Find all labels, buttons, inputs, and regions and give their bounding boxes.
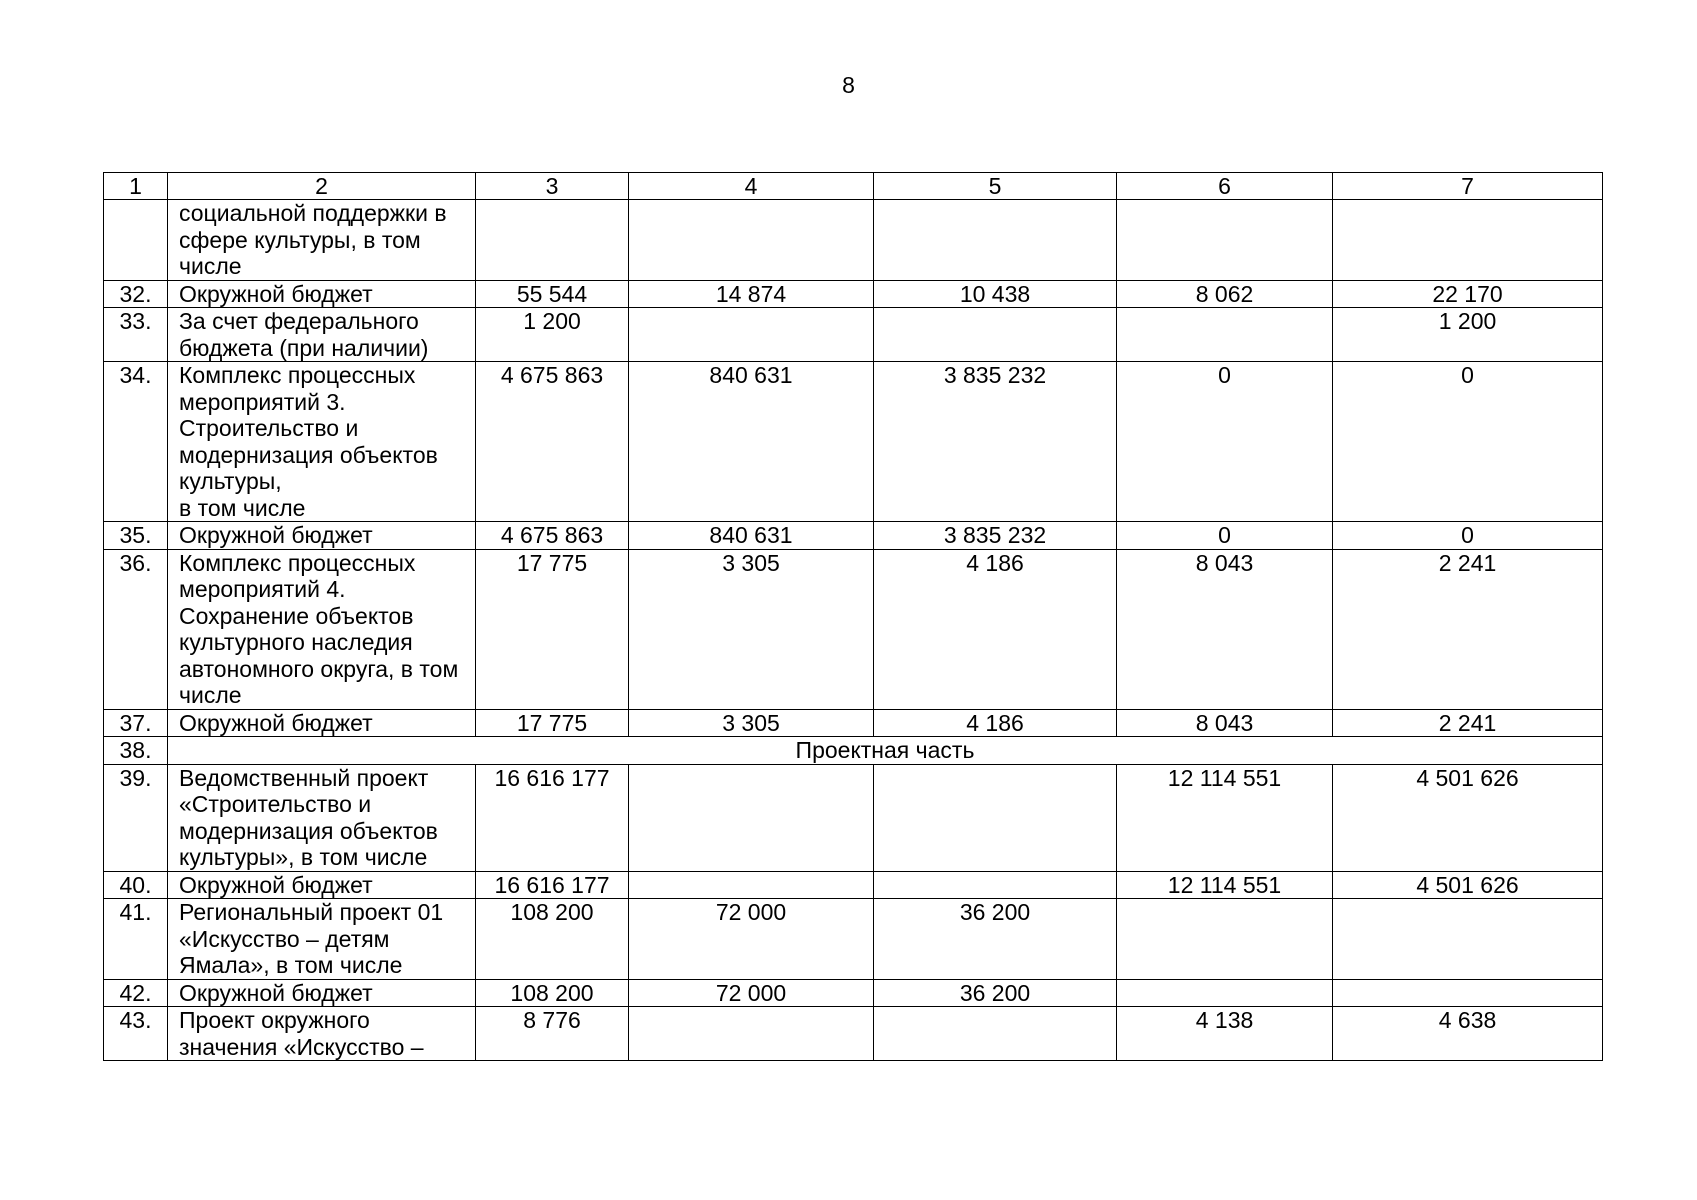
row-name: социальной поддержки в сфере культуры, в том числе [168,200,476,281]
row-value [476,200,629,281]
row-value: 3 305 [629,549,874,709]
row-value: 14 874 [629,280,874,308]
row-value: 0 [1333,522,1603,550]
row-number: 41. [104,899,168,980]
row-value: 4 138 [1117,1007,1333,1061]
row-value: 840 631 [629,522,874,550]
row-value: 17 775 [476,549,629,709]
row-name: Окружной бюджет [168,522,476,550]
row-number: 38. [104,737,168,765]
row-value: 16 616 177 [476,764,629,871]
row-number: 35. [104,522,168,550]
row-value [874,1007,1117,1061]
row-name: Окружной бюджет [168,709,476,737]
row-value [1333,200,1603,281]
row-value: 4 186 [874,549,1117,709]
row-value: 4 501 626 [1333,764,1603,871]
row-value: 22 170 [1333,280,1603,308]
row-value: 16 616 177 [476,871,629,899]
column-header: 3 [476,173,629,200]
column-header: 6 [1117,173,1333,200]
row-value [1117,899,1333,980]
row-name: Проект окружного значения «Искусство – [168,1007,476,1061]
table-row [104,709,1603,737]
row-value: 12 114 551 [1117,871,1333,899]
row-value [629,871,874,899]
row-value: 0 [1117,362,1333,522]
budget-table [103,172,1603,1061]
row-number: 40. [104,871,168,899]
row-value [1333,899,1603,980]
table-row [104,979,1603,1007]
table-row [104,899,1603,980]
row-number: 34. [104,362,168,522]
row-value: 8 062 [1117,280,1333,308]
row-value: 17 775 [476,709,629,737]
column-header: 2 [168,173,476,200]
row-value: 4 501 626 [1333,871,1603,899]
row-number: 37. [104,709,168,737]
table-row [104,522,1603,550]
row-value: 4 675 863 [476,362,629,522]
row-number: 43. [104,1007,168,1061]
row-name: Комплекс процессных мероприятий 4. Сохранение объектов культурного наследия автономного округа, в том числе [168,549,476,709]
table-row [104,362,1603,522]
row-value [629,308,874,362]
row-value: 36 200 [874,979,1117,1007]
column-header: 1 [104,173,168,200]
row-value: 8 776 [476,1007,629,1061]
page-number: 8 [842,72,855,98]
section-title: Проектная часть [168,737,1603,765]
row-name: Региональный проект 01 «Искусство – детям Ямала», в том числе [168,899,476,980]
row-value: 3 835 232 [874,522,1117,550]
row-value: 840 631 [629,362,874,522]
table-section-row [104,737,1603,765]
row-name: Ведомственный проект «Строительство и модернизация объектов культуры», в том числе [168,764,476,871]
row-name: Окружной бюджет [168,871,476,899]
row-value: 8 043 [1117,709,1333,737]
row-number: 36. [104,549,168,709]
row-value [629,200,874,281]
row-value: 4 186 [874,709,1117,737]
table-row [104,308,1603,362]
table-header-row [104,173,1603,200]
row-value [1117,308,1333,362]
row-value [874,308,1117,362]
row-value: 10 438 [874,280,1117,308]
row-value: 1 200 [476,308,629,362]
row-value: 108 200 [476,979,629,1007]
row-name: Комплекс процессных мероприятий 3. Строительство и модернизация объектов культуры, в том числе [168,362,476,522]
row-value [629,1007,874,1061]
row-number: 33. [104,308,168,362]
row-value: 55 544 [476,280,629,308]
row-value [1117,200,1333,281]
row-name: Окружной бюджет [168,979,476,1007]
row-value: 4 675 863 [476,522,629,550]
row-value [1333,979,1603,1007]
row-value: 3 835 232 [874,362,1117,522]
column-header: 7 [1333,173,1603,200]
row-value [874,200,1117,281]
row-value [629,764,874,871]
row-name: Окружной бюджет [168,280,476,308]
row-value [1117,979,1333,1007]
row-name: За счет федерального бюджета (при наличии) [168,308,476,362]
row-value [874,764,1117,871]
table-row [104,280,1603,308]
row-value: 2 241 [1333,549,1603,709]
row-number [104,200,168,281]
table-row [104,871,1603,899]
row-value: 36 200 [874,899,1117,980]
row-value: 108 200 [476,899,629,980]
table-row [104,549,1603,709]
row-number: 39. [104,764,168,871]
row-value: 0 [1333,362,1603,522]
row-value: 3 305 [629,709,874,737]
row-value: 4 638 [1333,1007,1603,1061]
column-header: 4 [629,173,874,200]
row-value: 12 114 551 [1117,764,1333,871]
row-value: 1 200 [1333,308,1603,362]
row-value [874,871,1117,899]
row-number: 32. [104,280,168,308]
row-value: 8 043 [1117,549,1333,709]
row-value: 2 241 [1333,709,1603,737]
table-row [104,200,1603,281]
column-header: 5 [874,173,1117,200]
row-value: 72 000 [629,899,874,980]
table-row [104,1007,1603,1061]
row-value: 72 000 [629,979,874,1007]
table-row [104,764,1603,871]
row-number: 42. [104,979,168,1007]
row-value: 0 [1117,522,1333,550]
